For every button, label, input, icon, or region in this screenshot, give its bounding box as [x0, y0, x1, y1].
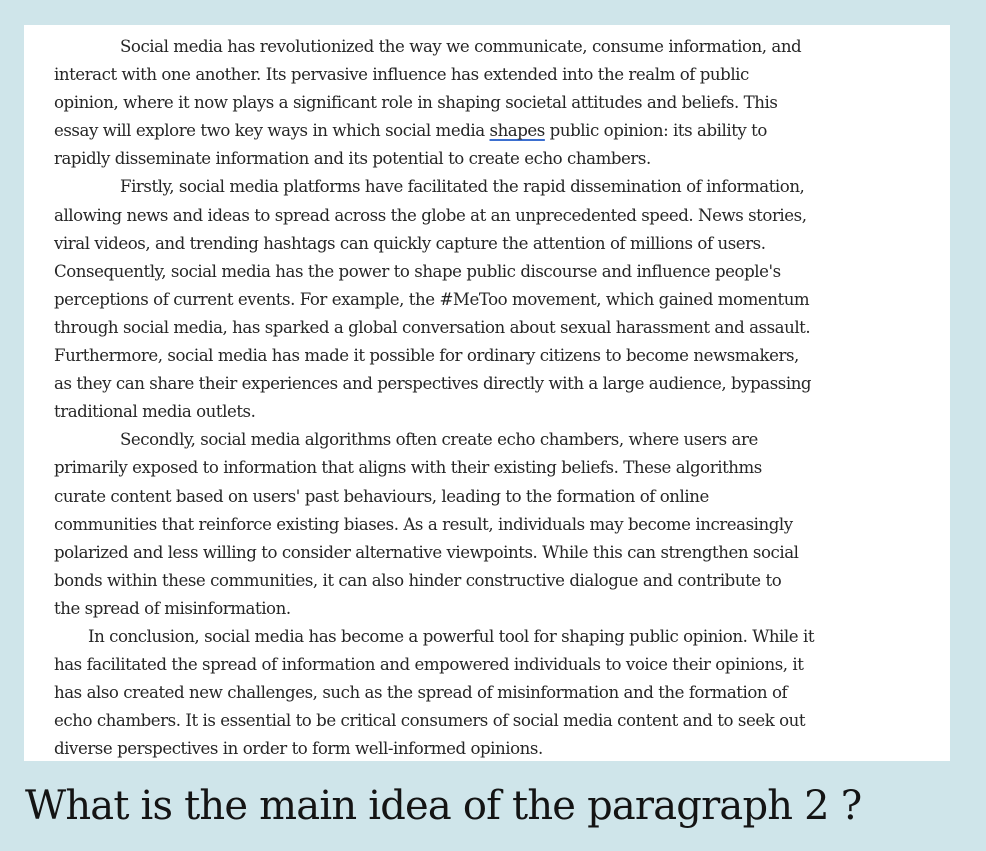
text-line: primarily exposed to information that aligns with their existing beliefs. These algorithms — [54, 458, 762, 478]
text-line: has facilitated the spread of information and empowered individuals to voice their opinions, it — [54, 655, 804, 675]
essay-text — [54, 33, 946, 761]
text-line: the spread of misinformation. — [54, 598, 291, 618]
paragraph-4 — [54, 623, 946, 761]
text-line: Firstly, social media platforms have facilitated the rapid dissemination of information, — [120, 177, 805, 197]
text-line: Consequently, social media has the power to shape public discourse and influence people's — [54, 261, 781, 281]
paragraph-3 — [54, 426, 946, 623]
document-page — [24, 25, 950, 761]
text-line: Social media has revolutionized the way we communicate, consume information, and — [120, 37, 802, 56]
text-line: through social media, has sparked a global conversation about sexual harassment and assault. — [54, 317, 811, 337]
text-line: In conclusion, social media has become a powerful tool for shaping public opinion. While it — [88, 626, 815, 646]
text-line: interact with one another. Its pervasive influence has extended into the realm of public — [54, 65, 749, 85]
text-line: traditional media outlets. — [54, 402, 256, 422]
text-line — [54, 117, 946, 145]
text-line: rapidly disseminate information and its potential to create echo chambers. — [54, 149, 651, 169]
text-line: opinion, where it now plays a significant role in shaping societal attitudes and beliefs. This — [54, 93, 778, 113]
text-line: viral videos, and trending hashtags can quickly capture the attention of millions of users. — [54, 233, 766, 253]
text-line: Secondly, social media algorithms often create echo chambers, where users are — [120, 430, 758, 450]
text-line: echo chambers. It is essential to be critical consumers of social media content and to seek out — [54, 711, 806, 731]
text-line: has also created new challenges, such as the spread of misinformation and the formation of — [54, 683, 788, 703]
text-line: allowing news and ideas to spread across the globe at an unprecedented speed. News stories, — [54, 205, 807, 225]
spellcheck-underlined-word[interactable]: shapes — [489, 121, 545, 141]
text-line: communities that reinforce existing biases. As a result, individuals may become increasingly — [54, 514, 793, 534]
text-segment: public opinion: its ability to — [544, 121, 767, 141]
paragraph-1 — [54, 33, 946, 173]
question-caption: What is the main idea of the paragraph 2 ? — [25, 783, 862, 829]
text-line: perceptions of current events. For example, the #MeToo movement, which gained momentum — [54, 289, 810, 309]
text-line: curate content based on users' past behaviours, leading to the formation of online — [54, 486, 709, 506]
text-line: bonds within these communities, it can also hinder constructive dialogue and contribute to — [54, 570, 782, 590]
text-line: Furthermore, social media has made it possible for ordinary citizens to become newsmakers, — [54, 346, 799, 366]
text-line: polarized and less willing to consider alternative viewpoints. While this can strengthen social — [54, 542, 799, 562]
text-segment: essay will explore two key ways in which social media — [54, 121, 490, 141]
paragraph-2 — [54, 173, 946, 426]
text-line: diverse perspectives in order to form well-informed opinions. — [54, 739, 543, 759]
text-line: as they can share their experiences and perspectives directly with a large audience, bypassing — [54, 374, 812, 394]
